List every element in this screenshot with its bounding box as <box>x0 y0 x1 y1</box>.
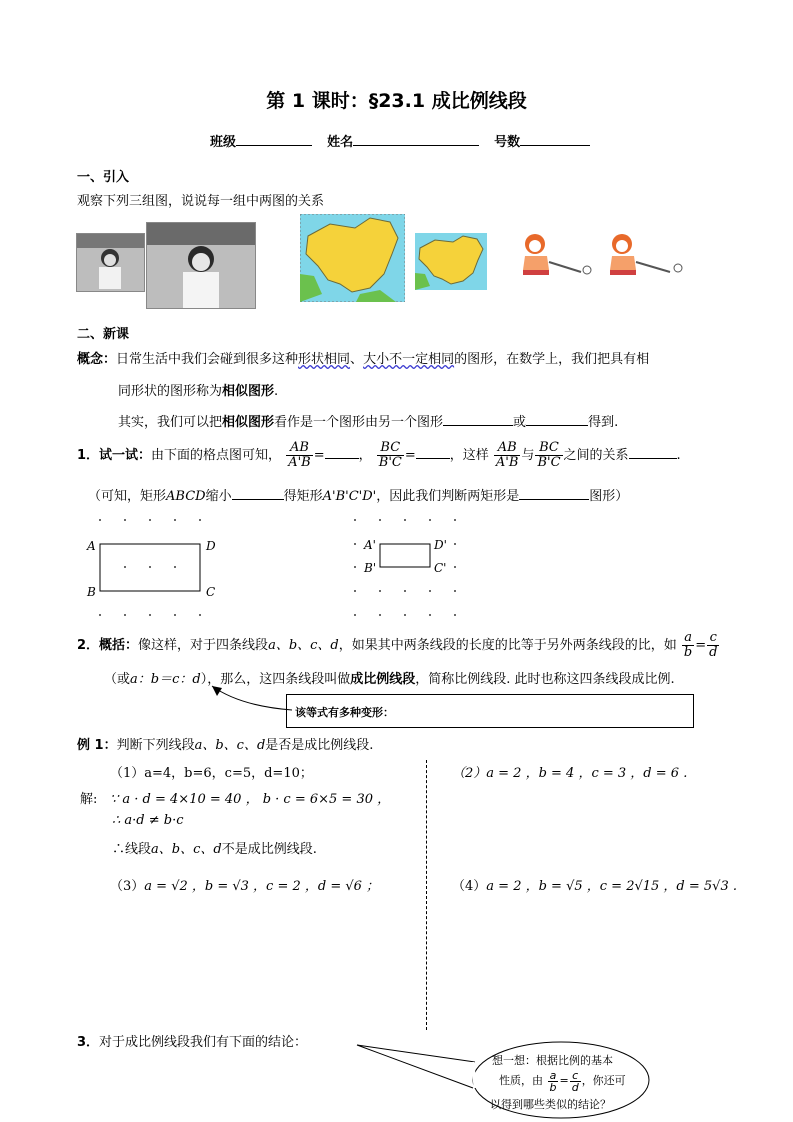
rectangle-a-b-c-d-prime <box>380 544 430 567</box>
note-d: ，因此我们判断两矩形是 <box>376 489 520 504</box>
try-it-text-c: 之间的关系 <box>563 448 629 463</box>
hockey-mascot-left-icon <box>515 232 593 280</box>
concept-same-shape: 形状相同 <box>298 352 351 367</box>
label-b: B <box>87 585 96 599</box>
try-blank-2[interactable] <box>416 446 450 459</box>
try-it-yu: 与 <box>521 448 535 463</box>
bubble-line2-a: 性质，由 <box>499 1074 543 1087</box>
example1-title <box>77 734 373 753</box>
grid-left-dots <box>99 519 201 616</box>
example1-text-b: 是否是成比例线段. <box>265 738 374 753</box>
concept-text-b: 的图形，在数学上，我们把具有相 <box>454 352 650 367</box>
bubble-line2: 性质，由 $\frac{a}{b}$ = $\frac{c}{d}$ ，你还可 <box>499 1068 626 1094</box>
note-blank-1[interactable] <box>232 487 284 500</box>
summary-text-a: 像这样，对于四条线段 <box>138 638 269 653</box>
solution-segs: a、b、c、d <box>151 842 222 857</box>
example1-text: 判断下列线段 <box>116 738 195 753</box>
bubble-line3: 以得到哪些类似的结论？ <box>490 1098 611 1111</box>
bubble-fraction-a-b: $\frac{a}{b}$ <box>549 1068 557 1094</box>
concept-blank-2[interactable] <box>526 413 588 426</box>
solution-line3-b: 不是成比例线段. <box>221 842 317 857</box>
concept-sep: 、 <box>350 352 364 367</box>
q4-text: a = 2 ，b = √5 ，c = 2√15 ，d = 5√3 . <box>486 879 737 894</box>
variant-box[interactable] <box>286 694 694 728</box>
concept-line1 <box>77 348 649 367</box>
summary-term: 成比例线段 <box>350 672 416 687</box>
header-fields <box>210 131 590 150</box>
concept-line3-a: 其实，我们可以把 <box>118 415 223 430</box>
summary-segs: a、b、c、d <box>268 638 339 653</box>
try-blank-3[interactable] <box>629 446 677 459</box>
fraction-c-d: $\frac{c}{d}$ <box>709 630 718 660</box>
solution-line2: ∴ a·d ≠ b·c <box>112 813 184 828</box>
fraction-bc: $\frac{BC}{B'C}$ <box>378 440 402 470</box>
note-a: （可知，矩形 <box>88 489 167 504</box>
concept-line3 <box>118 411 618 430</box>
note-abcd2: A'B'C'D' <box>322 489 377 504</box>
concept-diff-size: 大小不一定相同 <box>363 352 455 367</box>
label-b-prime: B' <box>364 561 377 575</box>
q3-prefix: （3） <box>110 879 145 894</box>
conclusion-text: 对于成比例线段我们有下面的结论： <box>99 1035 308 1050</box>
label-c: C <box>206 585 216 599</box>
note-blank-2[interactable] <box>519 487 589 500</box>
column-divider <box>426 760 427 1030</box>
q1: （1）a=4，b=6，c=5，d=10； <box>110 766 313 781</box>
label-a: A <box>87 539 96 553</box>
summary-line2-b: ），那么，这四条线段叫做 <box>200 672 351 687</box>
conclusion-label: 3． <box>77 1035 100 1050</box>
class-blank[interactable] <box>236 133 312 146</box>
note-b: 缩小 <box>205 489 232 504</box>
concept-line3-b: 看作是一个图形由另一个图形 <box>274 415 444 430</box>
concept-label: 概念： <box>77 352 117 367</box>
label-d: D <box>206 539 216 553</box>
child-photo-small-icon <box>77 234 144 291</box>
map-large <box>300 214 405 302</box>
concept-term: 相似图形 <box>222 384 275 399</box>
example1-label: 例 1： <box>77 738 117 753</box>
number-blank[interactable] <box>520 133 590 146</box>
concept-line3-or: 或 <box>513 415 527 430</box>
summary-ratio: a：b＝c：d <box>130 672 201 687</box>
try-blank-1[interactable] <box>325 446 359 459</box>
note-abcd: ABCD <box>166 489 206 504</box>
section1-heading: 一、引入 <box>77 170 130 185</box>
q3 <box>110 875 379 894</box>
fraction-bc-2: $\frac{BC}{B'C}$ <box>537 440 561 470</box>
variant-box-text: 该等式有多种变形： <box>295 706 394 719</box>
fraction-ab-2: $\frac{AB}{A'B}$ <box>495 440 519 470</box>
label-c-prime: C' <box>434 561 447 575</box>
name-label: 姓名 <box>327 135 354 150</box>
child-photo-large-icon <box>147 223 255 308</box>
photo-large <box>146 222 256 309</box>
fraction-ab: $\frac{AB}{A'B}$ <box>288 440 311 470</box>
solution-line3 <box>112 838 317 857</box>
map-small <box>415 233 487 290</box>
photo-small <box>76 233 145 292</box>
try-it-note <box>88 485 628 504</box>
china-map-small-icon <box>415 233 487 290</box>
section2-heading: 二、新课 <box>77 327 130 342</box>
q4-prefix: （4） <box>452 879 487 894</box>
summary-text-b: ，如果其中两条线段的长度的比等于另外两条线段的比，如 <box>338 638 677 653</box>
summary-line2-a: （或 <box>104 672 131 687</box>
try-it-text-b: ，这样 <box>449 448 489 463</box>
concept-line3-term: 相似图形 <box>222 415 275 430</box>
concept-line2-a: 同形状的图形称为 <box>118 384 223 399</box>
label-a-prime: A' <box>364 538 376 552</box>
conclusion-line <box>77 1031 307 1050</box>
try-it-label: 1．试一试： <box>77 448 152 463</box>
bubble-line2-b: ，你还可 <box>581 1074 626 1087</box>
try-it-line: 1．试一试：由下面的格点图可知， $\frac{AB}{A'B}$ = ， $\frac{BC}{B'C}$ = ，这样 $\frac{AB}{A'B}$ 与 $\frac{BC}{B'C}$ 之间的关系 . <box>77 440 681 470</box>
grid-right <box>350 510 480 620</box>
example1-segs: a、b、c、d <box>194 738 266 753</box>
summary-line1: 2．概括：像这样，对于四条线段a、b、c、d，如果其中两条线段的长度的比等于另外两条线段的比，如 $\frac{a}{b}$ = $\frac{c}{d}$ <box>77 630 718 660</box>
q3-text: a = √2 ，b = √3 ，c = 2 ，d = √6 ； <box>144 879 380 894</box>
concept-line2 <box>118 380 278 399</box>
number-label: 号数 <box>494 135 521 150</box>
solution-line3-a: ∴线段 <box>112 842 152 857</box>
summary-label: 2．概括： <box>77 638 139 653</box>
section1-intro: 观察下列三组图，说说每一组中两图的关系 <box>77 194 325 209</box>
china-map-large-icon <box>300 214 405 302</box>
solution-line1: ∵ a · d = 4×10 = 40 ， b · c = 6×5 = 30 ， <box>110 792 391 807</box>
concept-line3-c: 得到. <box>588 415 619 430</box>
try-it-text-a: 由下面的格点图可知， <box>151 448 282 463</box>
name-blank[interactable] <box>353 133 479 146</box>
bubble-line1: 想一想：根据比例的基本 <box>492 1054 613 1067</box>
concept-blank-1[interactable] <box>443 413 513 426</box>
concept-line2-b: . <box>274 384 279 399</box>
fraction-a-b: $\frac{a}{b}$ <box>683 630 693 660</box>
mascot-right <box>600 232 688 280</box>
summary-line2 <box>104 668 675 687</box>
class-label: 班级 <box>210 135 237 150</box>
mascot-left <box>515 232 593 280</box>
q2: （2）a = 2 ，b = 4 ，c = 3 ，d = 6 . <box>452 766 688 781</box>
page-title: 第 1 课时：§23.1 成比例线段 <box>266 90 527 112</box>
bubble-fraction-c-d: $\frac{c}{d}$ <box>571 1068 579 1094</box>
note-e: 图形） <box>589 489 629 504</box>
label-d-prime: D' <box>434 538 447 552</box>
hockey-mascot-right-icon <box>600 232 688 280</box>
q4 <box>452 875 737 894</box>
solution-label: 解: <box>80 792 98 807</box>
concept-text-a: 日常生活中我们会碰到很多这种 <box>116 352 299 367</box>
note-c: 得矩形 <box>283 489 323 504</box>
summary-line2-c: ，简称比例线段. 此时也称这四条线段成比例. <box>415 672 675 687</box>
grid-left <box>86 510 266 620</box>
